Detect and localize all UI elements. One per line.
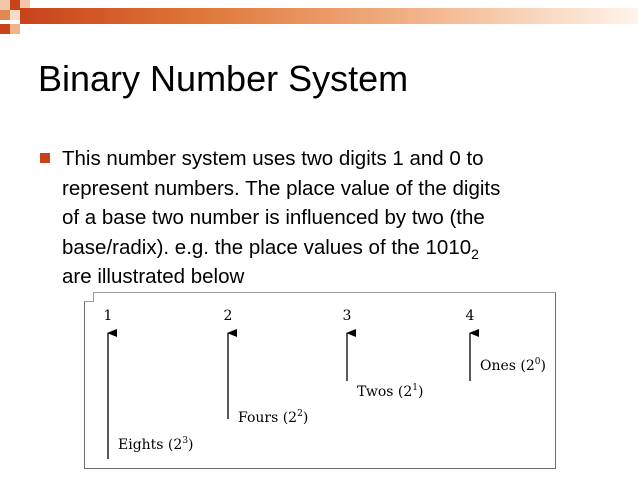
body-line: base/radix). e.g. the place values of the 1010 bbox=[62, 235, 472, 259]
place-value-label: Fours $(2^2)$ bbox=[238, 409, 309, 426]
digit-position-number: 1 bbox=[103, 308, 113, 324]
digit-position-number: 4 bbox=[465, 308, 475, 324]
body-line: are illustrated below bbox=[62, 265, 245, 288]
body-line: represent numbers. The place value of the digits bbox=[62, 176, 501, 200]
place-value-figure bbox=[84, 292, 556, 469]
figure-corner-mark bbox=[84, 292, 94, 302]
digit-position-number: 3 bbox=[342, 308, 352, 324]
place-value-label: Twos $(2^1)$ bbox=[357, 383, 424, 400]
digit-position-number: 2 bbox=[223, 308, 233, 324]
place-value-diagram bbox=[85, 293, 555, 468]
slide-title: Binary Number System bbox=[38, 58, 409, 99]
body-line: This number system uses two digits 1 and 0 to bbox=[62, 147, 484, 170]
header-gradient-band bbox=[20, 8, 638, 24]
base-subscript: 2 bbox=[471, 245, 479, 262]
place-value-label: Eights $(2^3)$ bbox=[118, 436, 194, 453]
body-line: of a base two number is influenced by two (the bbox=[62, 206, 485, 229]
bullet-square-icon bbox=[40, 153, 50, 163]
corner-squares-decoration bbox=[0, 0, 40, 36]
place-value-label: Ones $(2^0)$ bbox=[480, 357, 546, 374]
body-paragraph bbox=[62, 144, 602, 292]
